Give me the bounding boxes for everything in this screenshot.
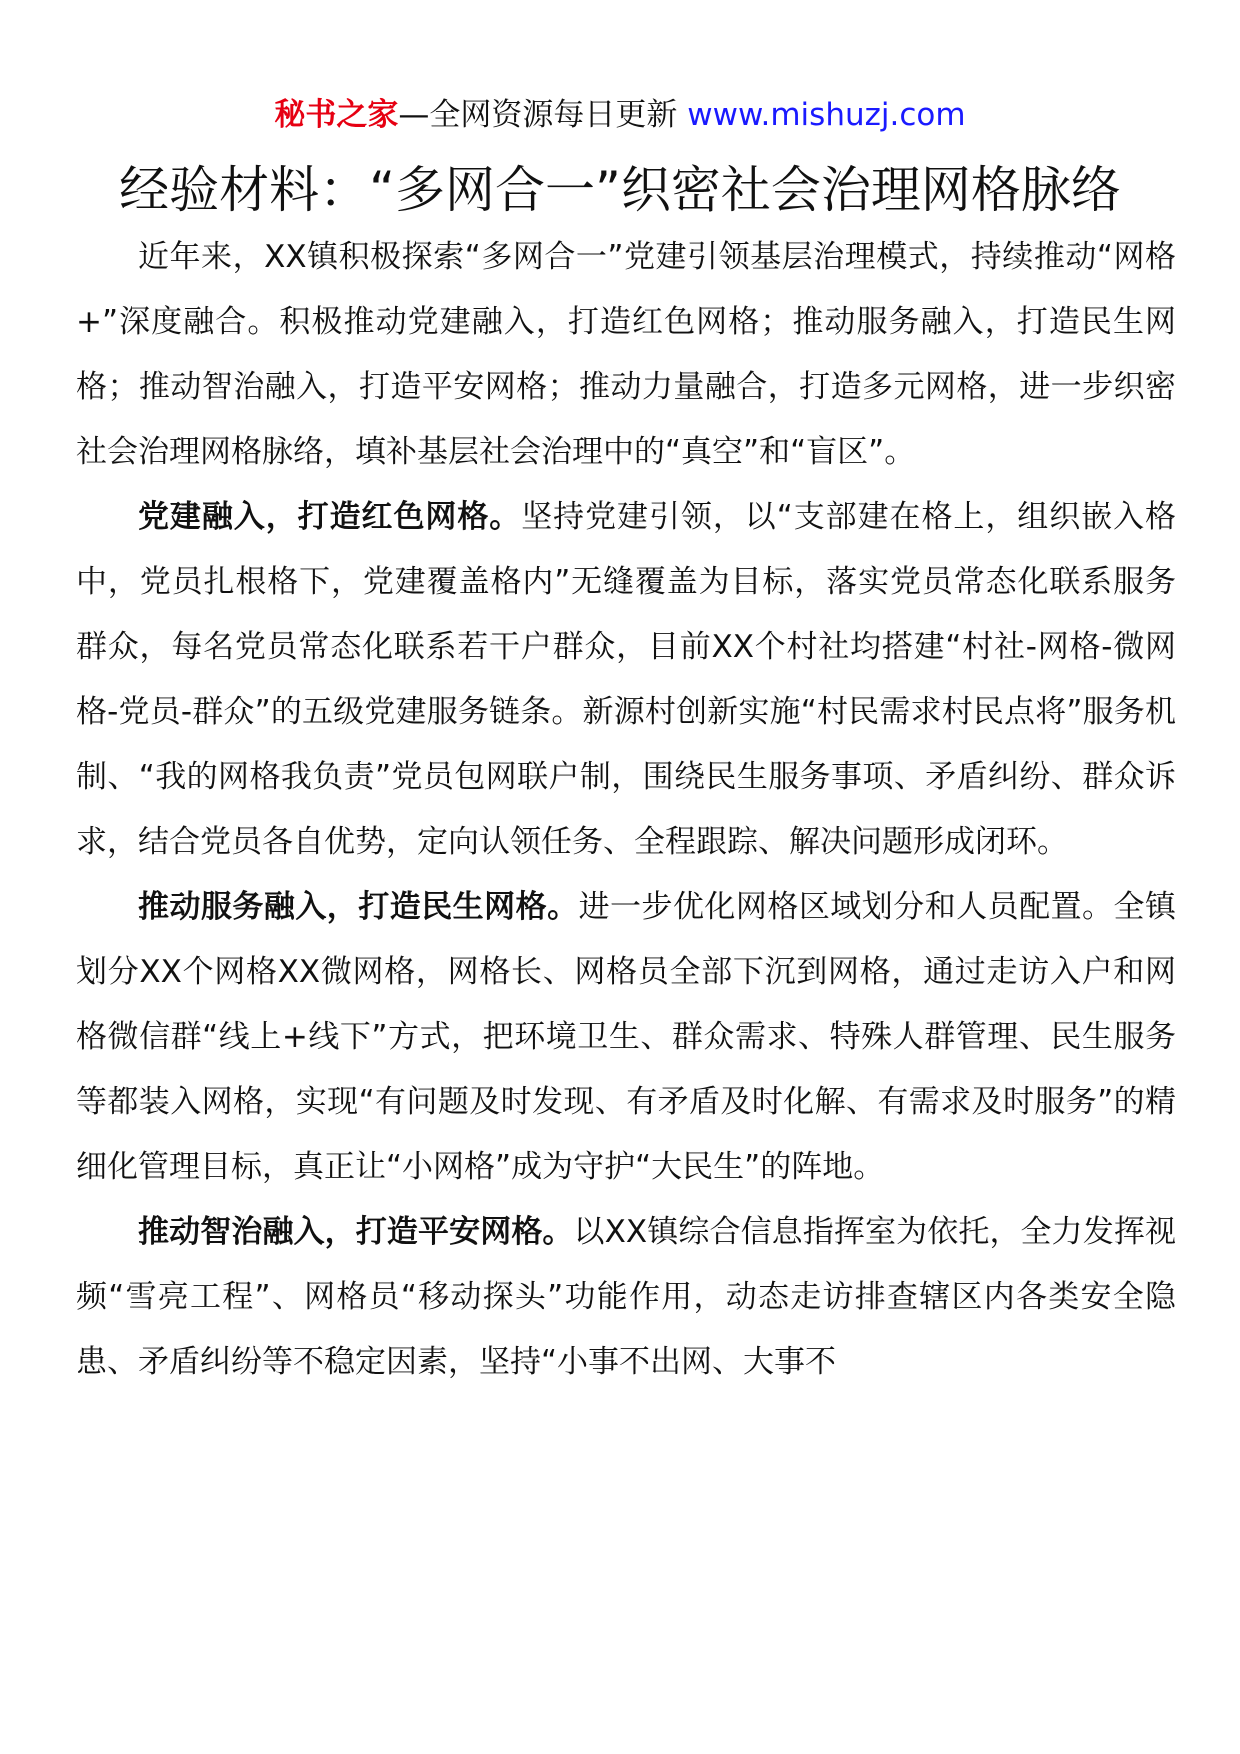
section-paragraph: [76, 1200, 1176, 1395]
section-text: 进一步优化网格区域划分和人员配置。全镇划分XX个网格XX微网格，网格长、网格员全部下沉到网格，通过走访入户和网格微信群“线上+线下”方式，把环境卫生、群众需求、特殊人群管理、民生服务等都装入网格，实现“有问题及时发现、有矛盾及时化解、有需求及时服务”的精细化管理目标，真正让“小网格”成为守护“大民生”的阵地。: [76, 889, 1176, 1185]
section-heading: 推动智治融入，打造平安网格。: [138, 1214, 574, 1250]
section-text: 以XX镇综合信息指挥室为依托，全力发挥视频“雪亮工程”、网格员“移动探头”功能作用，动态走访排查辖区内各类安全隐患、矛盾纠纷等不稳定因素，坚持“小事不出网、大事不: [76, 1214, 1176, 1380]
document-title: 经验材料：“多网合一”织密社会治理网格脉络: [119, 161, 1121, 219]
section-paragraph: [76, 485, 1176, 875]
section-heading: 推动服务融入，打造民生网格。: [138, 889, 579, 925]
intro-paragraph: 近年来，XX镇积极探索“多网合一”党建引领基层治理模式，持续推动“网格+”深度融合。积极推动党建融入，打造红色网格；推动服务融入，打造民生网格；推动智治融入，打造平安网格；推动力量融合，打造多元网格，进一步织密社会治理网格脉络，填补基层社会治理中的“真空”和“盲区”。: [76, 239, 1176, 470]
section-heading: 党建融入，打造红色网格。: [138, 499, 522, 535]
site-header: [0, 95, 1240, 135]
section-paragraph: [76, 875, 1176, 1200]
site-url-link[interactable]: www.mishuzj.com: [687, 97, 966, 133]
site-brand: 秘书之家: [274, 97, 399, 133]
site-slogan: —全网资源每日更新: [398, 97, 688, 133]
document-body: [76, 225, 1176, 1395]
section-text: 坚持党建引领，以“支部建在格上，组织嵌入格中，党员扎根格下，党建覆盖格内”无缝覆盖为目标，落实党员常态化联系服务群众，每名党员常态化联系若干户群众，目前XX个村社均搭建“村社-网格-微网格-党员-群众”的五级党建服务链条。新源村创新实施“村民需求村民点将”服务机制、“我的网格我负责”党员包网联户制，围绕民生服务事项、矛盾纠纷、群众诉求，结合党员各自优势，定向认领任务、全程跟踪、解决问题形成闭环。: [76, 499, 1177, 860]
